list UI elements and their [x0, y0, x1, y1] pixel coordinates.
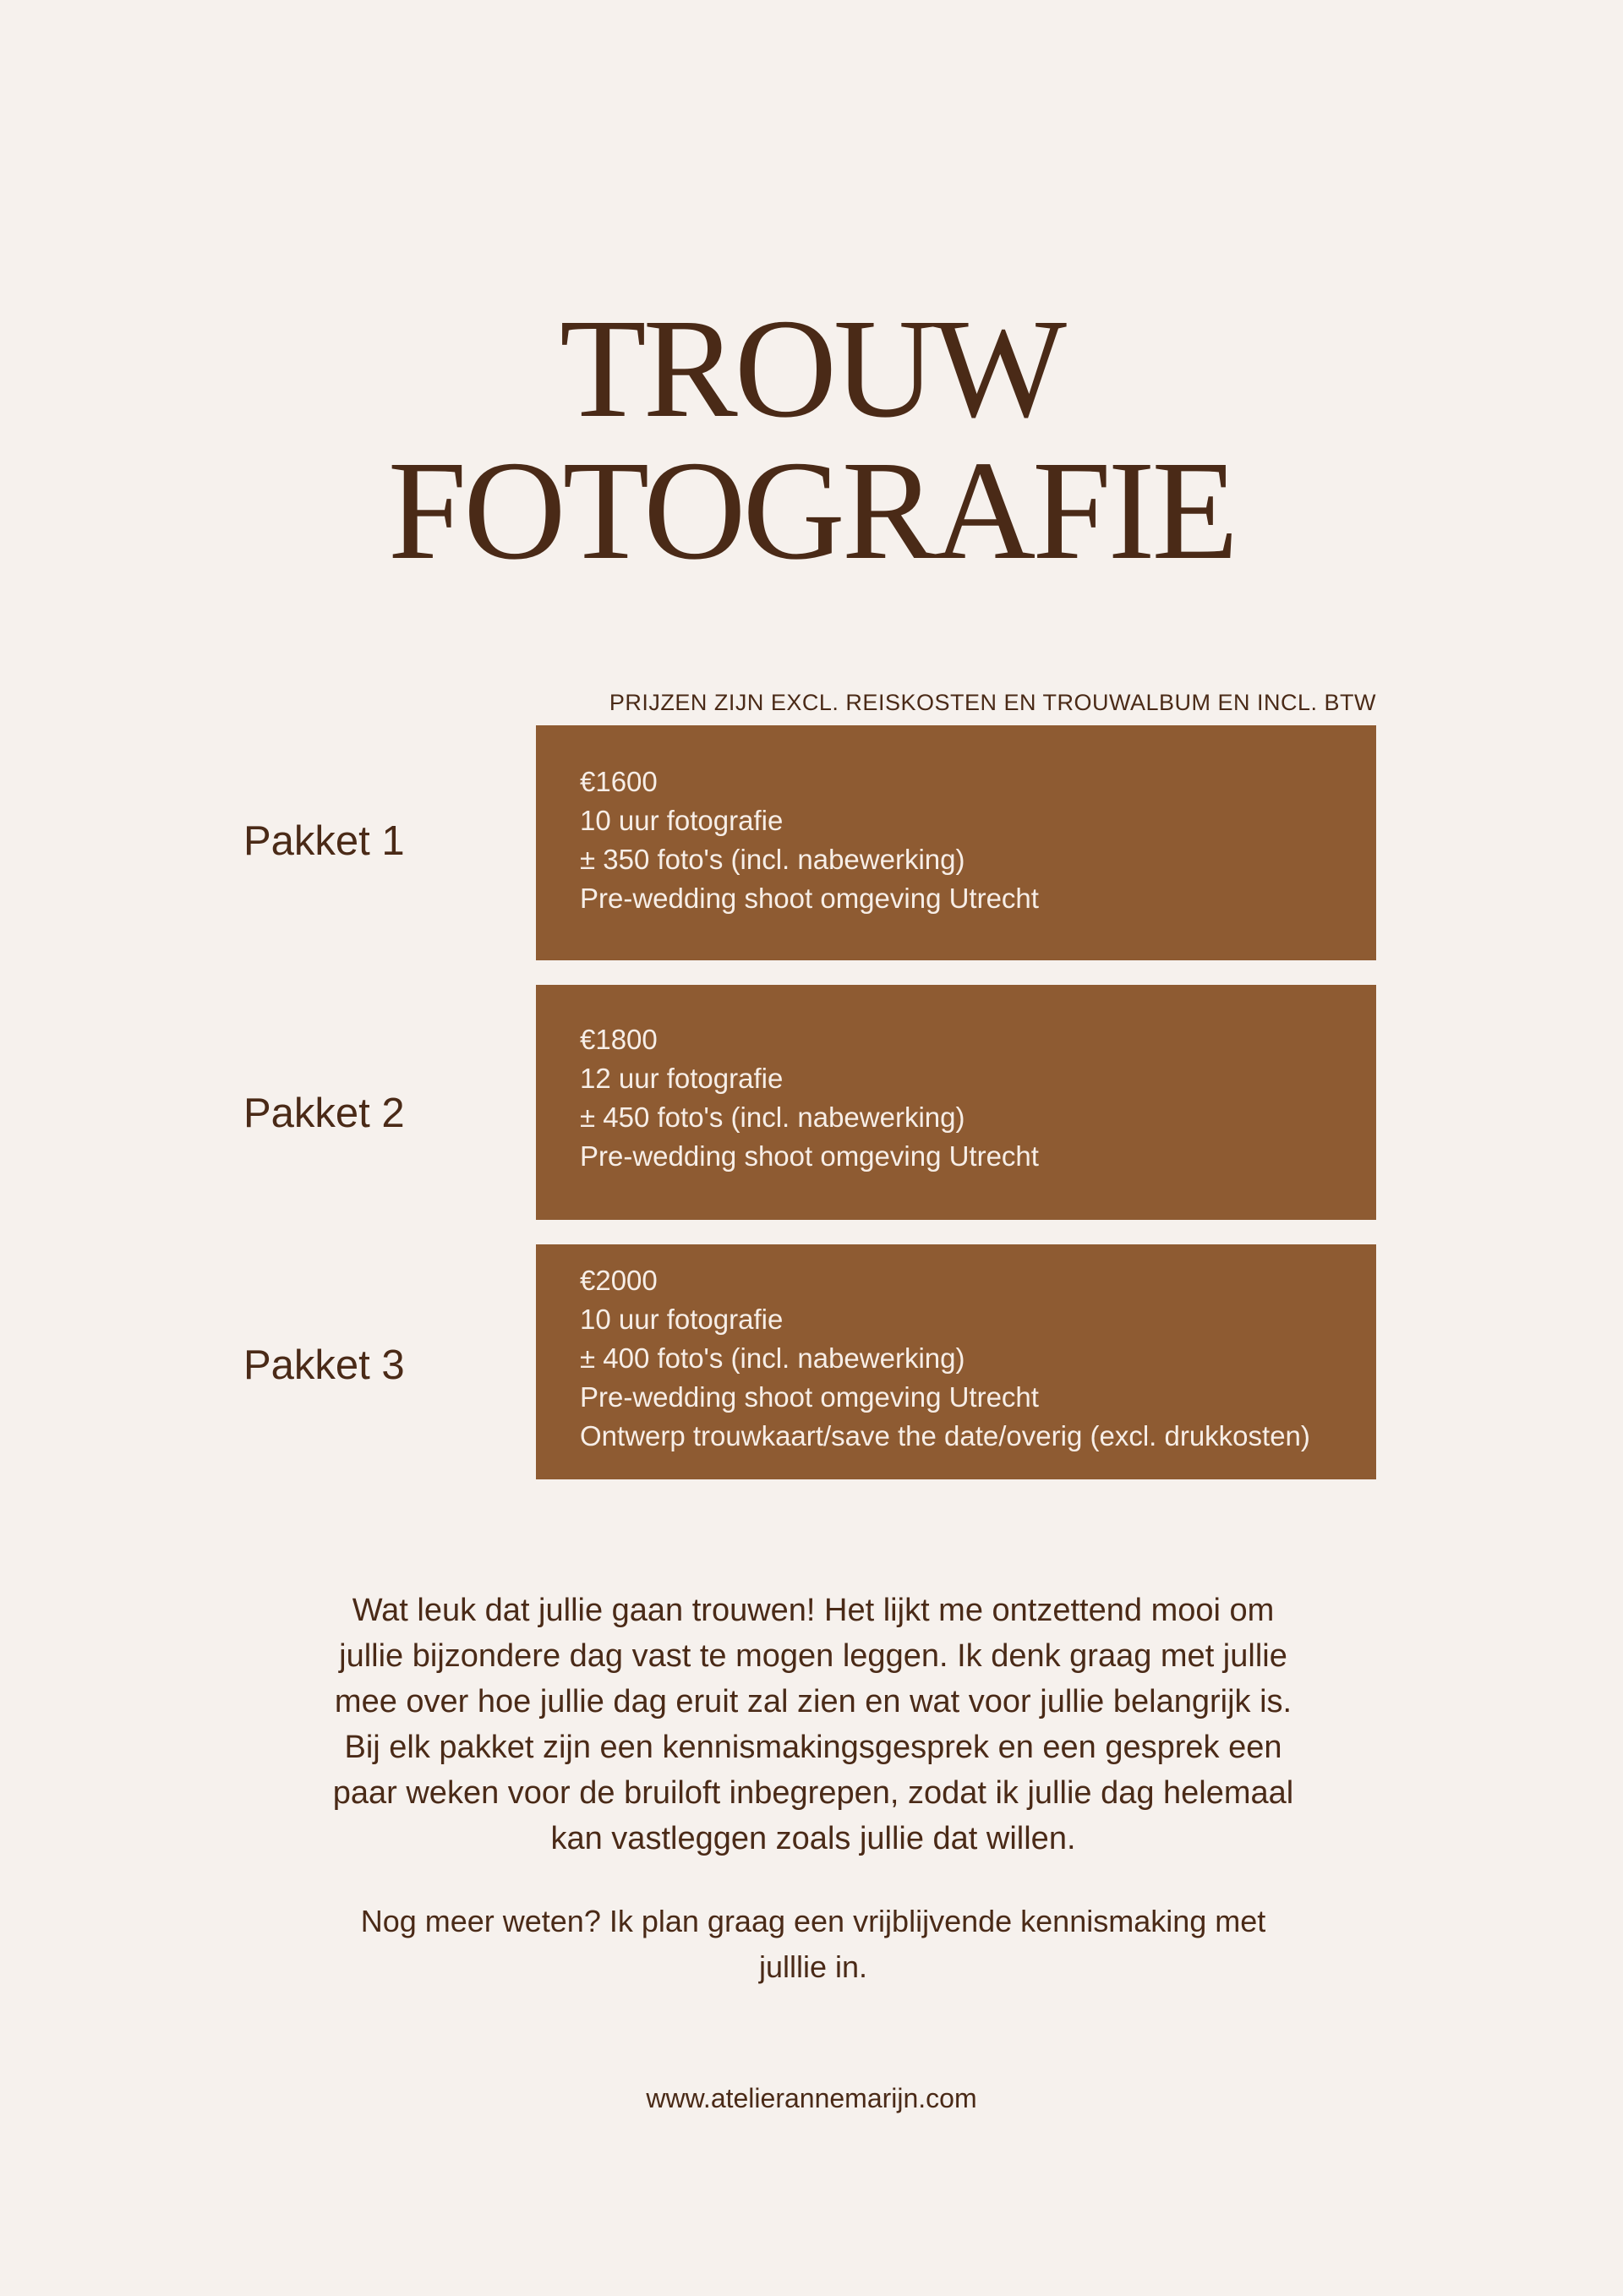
package-2-shoot: Pre-wedding shoot omgeving Utrecht — [580, 1140, 1039, 1172]
page-title-line-2: FOTOGRAFIE — [387, 432, 1236, 589]
intro-paragraph: Wat leuk dat jullie gaan trouwen! Het lijkt me ontzettend mooi om jullie bijzondere dag vast te mogen leggen. Ik denk graag met jullie mee over hoe jullie dag eruit zal zien en wat voor jullie belangrijk is. Bij elk pakket zijn een kennismakingsgesprek en een gesprek een paar weken voor de bruiloft inbegrepen, zodat ik jullie dag helemaal kan vastleggen zoals jullie dat willen. — [332, 1593, 1294, 1856]
package-3-shoot: Pre-wedding shoot omgeving Utrecht — [580, 1381, 1039, 1413]
package-label-3: Pakket 3 — [243, 1342, 405, 1388]
package-3-design: Ontwerp trouwkaart/save the date/overig (excl. drukkosten) — [580, 1420, 1310, 1451]
package-3-price: €2000 — [580, 1265, 658, 1296]
package-3-photos: ± 400 foto's (incl. nabewerking) — [580, 1342, 965, 1374]
package-box-2 — [536, 985, 1376, 1220]
price-note: PRIJZEN ZIJN EXCL. REISKOSTEN EN TROUWALBUM EN INCL. BTW — [609, 690, 1376, 715]
contact-paragraph: Nog meer weten? Ik plan graag een vrijblijvende kennismaking met julllie in. — [360, 1904, 1266, 1984]
package-label-2: Pakket 2 — [243, 1091, 405, 1136]
package-1-photos: ± 350 foto's (incl. nabewerking) — [580, 844, 965, 875]
package-box-1 — [536, 725, 1376, 960]
package-1-hours: 10 uur fotografie — [580, 805, 784, 836]
package-3-hours: 10 uur fotografie — [580, 1304, 784, 1335]
website-link[interactable]: www.atelierannemarijn.com — [646, 2083, 977, 2113]
package-2-photos: ± 450 foto's (incl. nabewerking) — [580, 1102, 965, 1133]
package-2-hours: 12 uur fotografie — [580, 1063, 784, 1094]
package-1-price: €1600 — [580, 766, 658, 797]
page-title-line-1: TROUW — [560, 290, 1063, 447]
package-label-1: Pakket 1 — [243, 818, 405, 864]
package-box-3 — [536, 1244, 1376, 1479]
package-1-shoot: Pre-wedding shoot omgeving Utrecht — [580, 883, 1039, 914]
package-2-price: €1800 — [580, 1024, 658, 1055]
